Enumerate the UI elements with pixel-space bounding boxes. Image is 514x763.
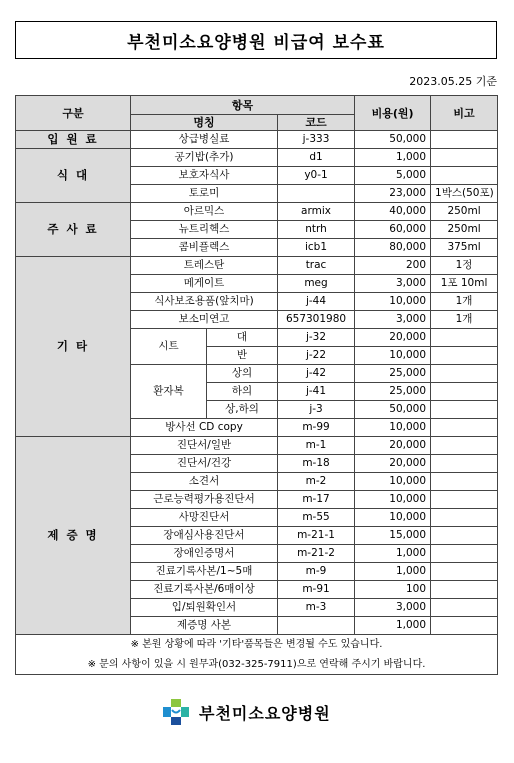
- item-remark: [431, 599, 498, 617]
- table-row: [16, 131, 498, 149]
- item-name: 방사선 CD copy: [131, 419, 278, 437]
- header-cost: 비용(원): [355, 96, 431, 131]
- item-code: m-1: [278, 437, 355, 455]
- category-meal: 식 대: [16, 149, 131, 203]
- item-cost: 1,000: [355, 617, 431, 635]
- item-code: 657301980: [278, 311, 355, 329]
- item-sub-name: 상,하의: [207, 401, 278, 419]
- item-remark: 250ml: [431, 203, 498, 221]
- item-cost: 25,000: [355, 383, 431, 401]
- header-remark: 비고: [431, 96, 498, 131]
- item-remark: [431, 131, 498, 149]
- header-code: 코드: [278, 115, 355, 131]
- item-cost: 20,000: [355, 329, 431, 347]
- item-name: 장애인증명서: [131, 545, 278, 563]
- item-name: 제증명 사본: [131, 617, 278, 635]
- item-code: m-91: [278, 581, 355, 599]
- item-cost: 80,000: [355, 239, 431, 257]
- item-code: d1: [278, 149, 355, 167]
- item-name: 근로능력평가용진단서: [131, 491, 278, 509]
- item-cost: 10,000: [355, 293, 431, 311]
- category-certificate: 제 증 명: [16, 437, 131, 635]
- item-cost: 1,000: [355, 563, 431, 581]
- item-remark: [431, 347, 498, 365]
- fee-table: [15, 95, 498, 675]
- item-remark: [431, 365, 498, 383]
- item-remark: 250ml: [431, 221, 498, 239]
- item-code: icb1: [278, 239, 355, 257]
- item-sub-name: 반: [207, 347, 278, 365]
- item-code: j-32: [278, 329, 355, 347]
- item-remark: 1포 10ml: [431, 275, 498, 293]
- item-code: m-17: [278, 491, 355, 509]
- item-code: j-44: [278, 293, 355, 311]
- note-row: [16, 655, 498, 675]
- item-name: 콤비플렉스: [131, 239, 278, 257]
- item-code: y0-1: [278, 167, 355, 185]
- table-row: [16, 437, 498, 455]
- sub-category-sheet: 시트: [131, 329, 207, 365]
- hospital-name: 부천미소요양병원: [199, 703, 331, 723]
- item-remark: [431, 329, 498, 347]
- item-name: 진료기록사본/1~5매: [131, 563, 278, 581]
- date-note: 2023.05.25 기준: [409, 75, 497, 88]
- item-cost: 1,000: [355, 149, 431, 167]
- item-name: 뉴트리헥스: [131, 221, 278, 239]
- item-code: j-333: [278, 131, 355, 149]
- item-cost: 10,000: [355, 347, 431, 365]
- item-code: m-55: [278, 509, 355, 527]
- item-sub-name: 상의: [207, 365, 278, 383]
- item-cost: 25,000: [355, 365, 431, 383]
- item-name: 식사보조용품(앞치마): [131, 293, 278, 311]
- item-name: 장애심사용진단서: [131, 527, 278, 545]
- item-code: m-18: [278, 455, 355, 473]
- item-cost: 10,000: [355, 419, 431, 437]
- item-remark: [431, 167, 498, 185]
- header-category: 구분: [16, 96, 131, 131]
- item-remark: 1개: [431, 311, 498, 329]
- hospital-logo: [163, 699, 331, 725]
- item-cost: 40,000: [355, 203, 431, 221]
- item-name: 진단서/일반: [131, 437, 278, 455]
- item-code: [278, 185, 355, 203]
- table-row: [16, 149, 498, 167]
- item-cost: 200: [355, 257, 431, 275]
- item-remark: [431, 455, 498, 473]
- item-remark: [431, 401, 498, 419]
- item-cost: 10,000: [355, 473, 431, 491]
- item-name: 트레스탄: [131, 257, 278, 275]
- item-code: ntrh: [278, 221, 355, 239]
- item-remark: [431, 383, 498, 401]
- item-remark: 375ml: [431, 239, 498, 257]
- cross-logo-icon: [163, 699, 189, 725]
- sub-category-gown: 환자복: [131, 365, 207, 419]
- item-remark: [431, 563, 498, 581]
- item-name: 메게이트: [131, 275, 278, 293]
- item-cost: 3,000: [355, 599, 431, 617]
- item-code: m-99: [278, 419, 355, 437]
- item-remark: [431, 509, 498, 527]
- note-text: ※ 본원 상황에 따라 '기타'품목들은 변경될 수도 있습니다.: [16, 635, 498, 655]
- item-sub-name: 하의: [207, 383, 278, 401]
- item-name: 입/퇴원확인서: [131, 599, 278, 617]
- item-remark: 1정: [431, 257, 498, 275]
- item-code: m-9: [278, 563, 355, 581]
- item-name: 토로미: [131, 185, 278, 203]
- item-code: armix: [278, 203, 355, 221]
- item-name: 보소미연고: [131, 311, 278, 329]
- item-name: 진단서/건강: [131, 455, 278, 473]
- category-admission: 입 원 료: [16, 131, 131, 149]
- item-cost: 5,000: [355, 167, 431, 185]
- item-cost: 50,000: [355, 401, 431, 419]
- category-injection: 주 사 료: [16, 203, 131, 257]
- header-item: 항목: [131, 96, 355, 115]
- item-name: 공기밥(추가): [131, 149, 278, 167]
- item-cost: 23,000: [355, 185, 431, 203]
- note-row: [16, 635, 498, 655]
- item-cost: 3,000: [355, 311, 431, 329]
- item-code: m-21-2: [278, 545, 355, 563]
- item-name: 사망진단서: [131, 509, 278, 527]
- item-cost: 3,000: [355, 275, 431, 293]
- item-remark: 1박스(50포): [431, 185, 498, 203]
- item-name: 보호자식사: [131, 167, 278, 185]
- item-code: m-21-1: [278, 527, 355, 545]
- item-cost: 20,000: [355, 455, 431, 473]
- item-remark: [431, 419, 498, 437]
- item-remark: [431, 149, 498, 167]
- table-row: [16, 257, 498, 275]
- item-name: 상급병실료: [131, 131, 278, 149]
- page-title: 부천미소요양병원 비급여 보수표: [15, 21, 497, 59]
- item-cost: 60,000: [355, 221, 431, 239]
- item-cost: 50,000: [355, 131, 431, 149]
- item-cost: 15,000: [355, 527, 431, 545]
- category-etc: 기 타: [16, 257, 131, 437]
- item-remark: [431, 545, 498, 563]
- item-remark: [431, 491, 498, 509]
- item-code: j-42: [278, 365, 355, 383]
- item-cost: 100: [355, 581, 431, 599]
- item-remark: [431, 473, 498, 491]
- item-name: 아르믹스: [131, 203, 278, 221]
- item-remark: [431, 437, 498, 455]
- item-code: meg: [278, 275, 355, 293]
- item-cost: 10,000: [355, 509, 431, 527]
- item-sub-name: 대: [207, 329, 278, 347]
- item-code: j-3: [278, 401, 355, 419]
- item-cost: 20,000: [355, 437, 431, 455]
- item-remark: [431, 581, 498, 599]
- item-remark: [431, 527, 498, 545]
- item-name: 진료기록사본/6매이상: [131, 581, 278, 599]
- item-name: 소견서: [131, 473, 278, 491]
- item-code: m-2: [278, 473, 355, 491]
- item-code: j-41: [278, 383, 355, 401]
- item-cost: 1,000: [355, 545, 431, 563]
- item-code: [278, 617, 355, 635]
- item-code: trac: [278, 257, 355, 275]
- item-remark: 1개: [431, 293, 498, 311]
- item-code: m-3: [278, 599, 355, 617]
- item-code: j-22: [278, 347, 355, 365]
- item-cost: 10,000: [355, 491, 431, 509]
- table-row: [16, 203, 498, 221]
- note-text: ※ 문의 사항이 있을 시 원무과(032-325-7911)으로 연락해 주시기 바랍니다.: [16, 655, 498, 675]
- header-name: 명칭: [131, 115, 278, 131]
- item-remark: [431, 617, 498, 635]
